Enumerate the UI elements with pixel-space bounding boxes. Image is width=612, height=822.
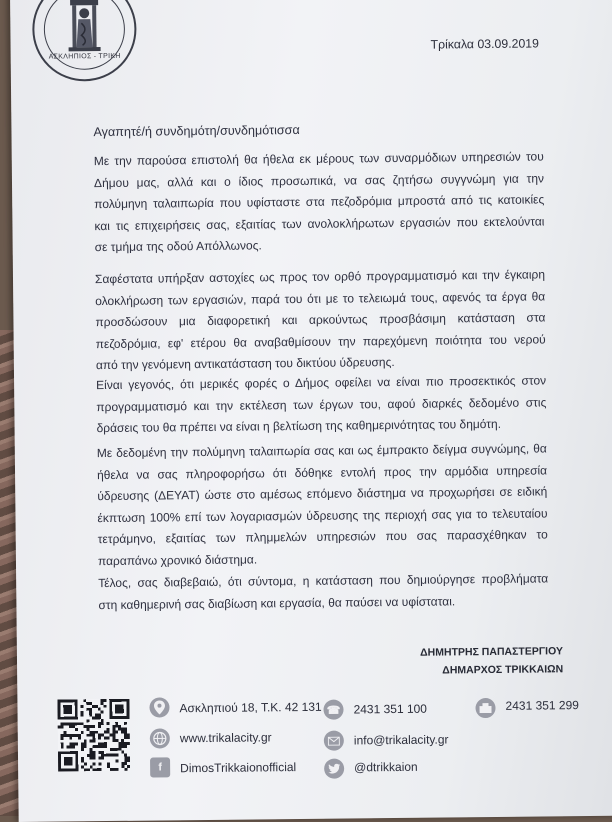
salutation: Αγαπητέ/ή συνδημότη/συνδημότισσα: [93, 123, 299, 139]
letter-page: [10, 0, 612, 822]
signatory-name: ΔΗΜΗΤΡΗΣ ΠΑΠΑΣΤΕΡΓΙΟΥ: [420, 642, 563, 661]
fax-text: 2431 351 299: [505, 698, 579, 713]
paragraph-line: Με δεδομένη την πολύμηνη ταλαιπωρία σας και ως έμπρακτο δείγμα συγνώμης, θα: [97, 438, 547, 464]
phone-icon: ☎: [323, 700, 343, 720]
phone-text: 2431 351 100: [353, 702, 427, 717]
paragraph-line: πολύμηνη ταλαιπωρία που υφίσταστε στα πεζοδρόμια μπροστά από τις κατοικίες: [94, 189, 544, 215]
paragraph-line: Δήμου μας, αλλά και ο ίδιος προσωπικά, να σας ζητήσω συγγνώμη για την: [94, 168, 544, 194]
email-link[interactable]: info@trikalacity.gr: [354, 732, 449, 747]
paragraph-line: Τέλος, σας διαβεβαιώ, ότι σύντομα, η κατάσταση που δημιούργησε προβλήματα: [98, 568, 548, 594]
signature-block: [420, 642, 563, 679]
paragraph-line: στη καθημερινή σας διαβίωση και εργασία, θα παύσει να υφίσταται.: [98, 590, 548, 616]
map-pin-icon: [149, 697, 169, 717]
signatory-title: ΔΗΜΑΡΧΟΣ ΤΡΙΚΚΑΙΩΝ: [420, 660, 563, 679]
letter-date: Τρίκαλα 03.09.2019: [431, 36, 540, 51]
paragraph-line: ολοκλήρωση των εργασιών, παρά του ότι με το τελειωμά τους, αφενός τα έργα θα: [95, 286, 545, 312]
paragraph-1: [94, 146, 545, 258]
seal-figure-icon: [34, 0, 135, 80]
twitter-link[interactable]: @dtrikkaion: [354, 760, 418, 775]
paragraph-line: Είναι γεγονός, ότι μερικές φορές ο Δήμος οφείλει να είναι πιο προσεκτικός στον: [96, 370, 546, 396]
fax-icon: [475, 698, 495, 718]
qr-code-icon: [57, 699, 130, 772]
paragraph-line: παραπάνω χρονικό διάστημα.: [98, 546, 548, 572]
paragraph-line: Σαφέστατα υπήρξαν αστοχίες ως προς τον ορθό προγραμματισμό και την έγκαιρη: [95, 264, 545, 290]
facebook-icon: f: [150, 757, 170, 777]
facebook-link[interactable]: DimosTrikkaionofficial: [180, 760, 296, 775]
paragraph-line: έκπτωση 100% επί των λογαριασμών ύδρευσης της περιοχή σας για το τελευταίου: [97, 503, 547, 529]
municipality-seal: [32, 0, 137, 82]
address-text: Ασκληπιού 18, Τ.Κ. 42 131: [179, 700, 321, 715]
paragraph-3: [96, 370, 547, 439]
website-link[interactable]: www.trikalacity.gr: [180, 730, 272, 745]
paragraph-line: τετράμηνο, εξαιτίας των πλημμελών υπηρεσιών που σας παρασχέθηκαν το: [98, 524, 548, 550]
seal-text: ΑΣΚΛΗΠΙΟΣ - ΤΡΙΚΗ: [43, 53, 127, 61]
paragraph-line: πεζοδρόμια, εφ' ετέρου θα αναβαθμίσουν την παρεχόμενη ποιότητα του νερού: [96, 329, 546, 355]
letter-body: [93, 120, 543, 125]
footer: [17, 686, 612, 808]
paragraph-line: προγραμματισμό και την εκτέλεση των έργων του, αφού διαρκές δεδομένο στις: [96, 392, 546, 418]
paragraph-2: [95, 264, 546, 376]
paragraph-line: δράσεις του θα πρέπει να είναι η βελτίωση της καθημερινότητας του δημότη.: [96, 413, 546, 439]
globe-icon: [150, 728, 170, 748]
paragraph-line: Με την παρούσα επιστολή θα ήθελα εκ μέρους των συναρμόδιων υπηρεσιών του: [94, 146, 544, 172]
paragraph-4: [97, 438, 548, 572]
paragraph-line: σε τμήμα της οδού Απόλλωνος.: [95, 232, 545, 258]
paragraph-line: και τις επιχειρήσεις σας, εξαιτίας των ανολοκλήρωτων εργασιών που εκτελούνται: [94, 211, 544, 237]
paragraph-line: από την γενόμενη αντικατάσταση του δικτύου ύδρευσης.: [96, 350, 546, 376]
email-icon: [324, 731, 344, 751]
paragraph-line: προσδώσουν μια διαφορετική και αρκούντως προσβάσιμη κατάσταση στα: [95, 307, 545, 333]
paragraph-line: ύδρευσης (ΔΕΥΑΤ) ώστε στο αμέσως επόμενο διάστημα να προχωρήσει σε ειδική: [97, 481, 547, 507]
twitter-icon: [324, 759, 344, 779]
paragraph-5: [98, 568, 548, 616]
paragraph-line: ήθελα να σας πληροφορήσω ότι δόθηκε εντολή προς την αρμόδια υπηρεσία: [97, 460, 547, 486]
